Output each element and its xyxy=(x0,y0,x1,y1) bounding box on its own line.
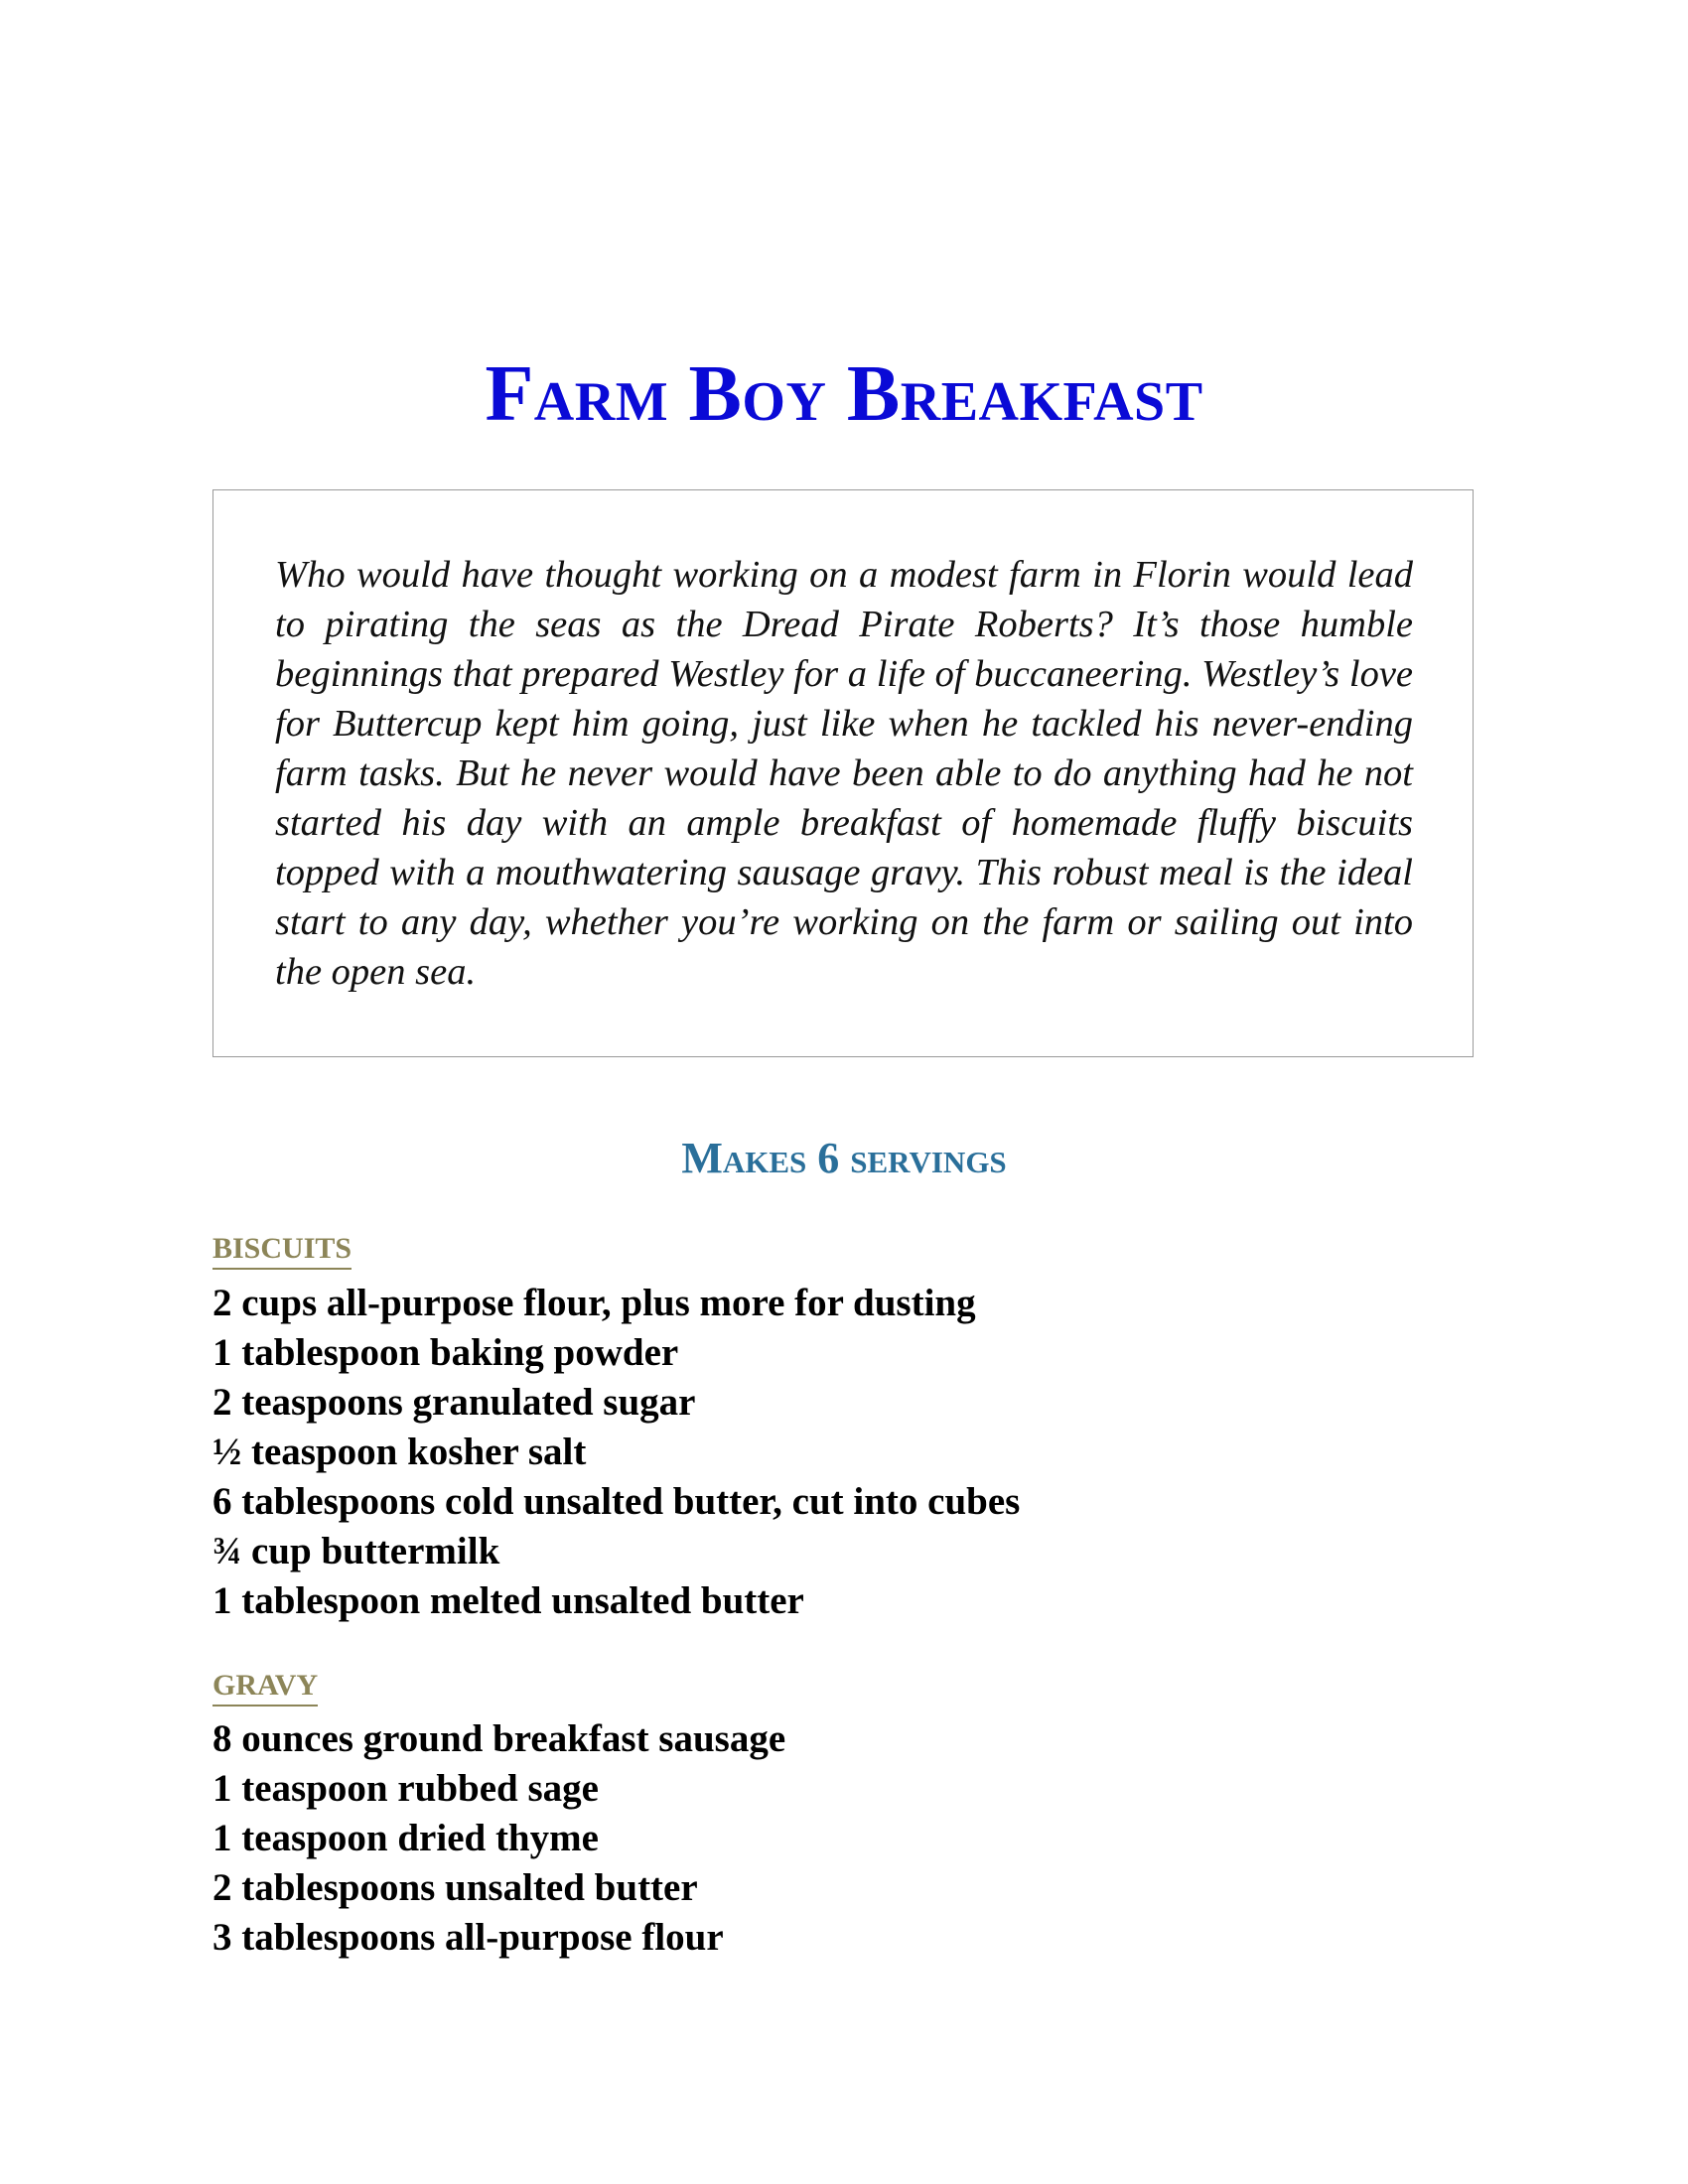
ingredient-list-biscuits xyxy=(212,1279,1503,1626)
intro-box xyxy=(212,489,1474,1057)
ingredient-list-gravy xyxy=(212,1714,1503,1963)
servings-yield: Makes 6 servings xyxy=(681,1134,1007,1182)
ingredient-item: ½ teaspoon kosher salt xyxy=(212,1431,587,1473)
intro-paragraph: Who would have thought working on a modest farm in Florin would lead to pirating the seas as the Dread Pirate Roberts? It’s those humble beginnings that prepared Westley for a life of buccaneering. Westley’s love for Buttercup kept him going, just like when he tackled his never-ending farm tasks. But he never would have been able to do anything had he not started his day with an ample breakfast of homemade fluffy biscuits topped with a mouthwatering sausage gravy. This robust meal is the ideal start to any day, whether you’re working on the farm or sailing out into the open sea. xyxy=(275,554,1413,993)
section-heading-biscuits: BISCUITS xyxy=(212,1231,352,1270)
ingredient-item: 1 teaspoon dried thyme xyxy=(212,1817,599,1859)
ingredient-item: 3 tablespoons all-purpose flour xyxy=(212,1916,724,1959)
ingredient-item: 2 cups all-purpose flour, plus more for dusting xyxy=(212,1282,976,1324)
ingredient-item: 1 tablespoon baking powder xyxy=(212,1331,679,1374)
ingredient-item: 2 tablespoons unsalted butter xyxy=(212,1866,698,1909)
ingredient-item: 1 tablespoon melted unsalted butter xyxy=(212,1579,804,1622)
ingredient-item: 2 teaspoons granulated sugar xyxy=(212,1381,696,1424)
ingredient-item: 8 ounces ground breakfast sausage xyxy=(212,1717,786,1760)
ingredient-item: ¾ cup buttermilk xyxy=(212,1530,500,1572)
section-heading-gravy: GRAVY xyxy=(212,1668,318,1706)
ingredient-item: 1 teaspoon rubbed sage xyxy=(212,1767,599,1810)
page-title: Farm Boy Breakfast xyxy=(485,350,1203,438)
ingredient-item: 6 tablespoons cold unsalted butter, cut into cubes xyxy=(212,1480,1021,1523)
